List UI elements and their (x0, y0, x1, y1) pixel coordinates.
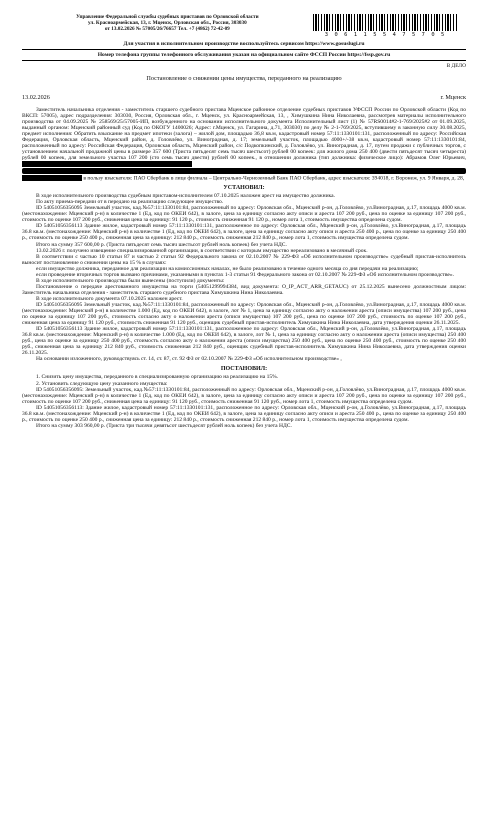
barcode-number: 3 0 6 1 1 5 5 4 7 5 7 0 5 (324, 32, 446, 38)
paragraph: В соответствии с частью 10 статьи 87 и частью 2 статьи 92 Федерального закона от 02.10.2007 № 229-ФЗ «Об исполнительном производстве» судебный пристав-исполнитель выносит постановление о снижении цены на 15 % в случаях: (22, 253, 466, 266)
intro-tail-paragraph (22, 175, 466, 181)
document-title: Постановление о снижении цены имущества, переданного на реализацию (146, 75, 342, 82)
paragraph: В ходе исполнительного производства судебным приставом-исполнителем 07.10.2025 наложен арест на имущество должника. (36, 193, 335, 200)
paragraph: ID 54051056356095 Земельный участок, кад.№57:11:1330101:84, расположенный по адресу: Орловская обл., Мценский р-он, д.Головлёво, ул.Виноградная, д.17, площадь 4000 кв.м. (местонахождение: Мценский р-н) в количестве 1.000 (Ед, код по ОКЕИ 642), в залоге, лот № 1, цена за единицу согласно акту о наложении ареста (описи имущества) 107 200 руб., цена по оценке за единицу 107 200 руб., стоимость согласно акту о наложении ареста (описи имущества) 107 200 руб., цена по оценке 107 200 руб., стоимость по оценке 107 200 руб., сниженная цена за единицу 91 120 руб., стоимость сниженная 91 120 руб., оценщик судебный пристав-исполнитель Химушкина Нина Николаевна, дата утверждения оценки 26.11.2025. (22, 301, 466, 327)
section-heading-postanovil: ПОСТАНОВИЛ: (220, 366, 268, 373)
org-name: Управление Федеральной службы судебных приставов по Орловской области (76, 14, 259, 20)
paragraph: ID 54051056356113: Здание жилое, кадастровый номер 57:11:1330101:131, расположенное по адресу: Орловская обл., Мценский р-он, д.Головлёво, ул.Виноградная, д.17, площадь 36.8 кв.м. (местонахождение: Мценский р-н) в количестве 1 (Ед, код по ОКЕИ 642), в залоге, цена за единицу согласно акту описи и ареста 250 400 р., цена по оценке за единицу 250 400 р., стоимость по оценке 250 400 р., сниженная цена за единицу: 212 840 р., стоимость сниженная 212 840 р., номер лота 1, стоимость имущества определена судом. (22, 404, 466, 423)
registration-line: от 13.02.2026 № 57005/26/76657 Тел. +7 (4862) 72-42-09 (104, 26, 230, 33)
paragraph: ID 54051056356095: Земельный участок, кад.№57:11:1330101:84, расположенный по адресу: Орловская обл., Мценский р-он, д.Головлёво, ул.Виноградная, д.17, площадь 4000 кв.м. (местонахождение: Мценский р-н) в количестве 1 (Ед, код по ОКЕИ 642), в залоге, цена за единицу согласно акту описи и ареста 107 200 руб., цена по оценке за единицу 107 200 руб., стоимость по оценке 107 200 руб., сниженная цена за единицу: 91 120 руб., стоимость сниженная 91 120 руб., номер лота 1, стоимость имущества определена судом. (22, 386, 466, 405)
document-body (22, 107, 466, 429)
redaction-bar (22, 168, 466, 174)
gosuslugi-notice: Для участия в исполнительном производстве воспользуйтесь сервисом https://www.gosuslugi.ru (123, 41, 365, 47)
paragraph: ID 54051056356113 Здание жилое, кадастровый номер 57:11:1330101:131, расположенное по адресу: Орловская обл., Мценский р-он, д.Головлёво, ул.Виноградная, д.17, площадь 36.8 кв.м. (местонахождение: Мценский р-н) в количестве 1 (Ед, код по ОКЕИ 642), в залоге, цена за единицу согласно акту описи и ареста 250 400 р., цена по оценке за единицу 250 400 р., стоимость по оценке 250 400 р., сниженная цена за единицу: 212 840 р., стоимость сниженная 212 840 р., номер лота 1, стоимость имущества определена судом. (22, 223, 466, 242)
paragraph: По акту приема-передачи от в передано на реализацию следующее имущество. (36, 199, 224, 206)
paragraph: если проведение вторичных торгов вызвано причинами, указанными в пунктах 1-3 статьи 91 Федерального закона от 02.10.2007 № 229-ФЗ «Об исполнительном производстве». (36, 271, 455, 278)
divider (22, 60, 466, 61)
org-address: ул. Красноармейская, 13, г. Мценск, Орловская обл., Россия, 303030 (87, 20, 247, 27)
paragraph: ID 54051056356113 Здание жилое, кадастровый номер 57:11:1330101:131, расположенное по адресу: Орловская обл., Мценский р-он, д.Головлёво, ул.Виноградная, д.17, площадь 36.8 кв.м. (местонахождение: Мценский р-н) в количестве 1.000 (Ед, код по ОКЕИ 642), в залоге, лот № 1, цена за единицу согласно акту о наложении ареста (описи имущества) 250 400 руб., цена по оценке за единицу 250 400 руб., стоимость согласно акту о наложении ареста (описи имущества) 250 400 руб., цена по оценке 250 400 руб., стоимость по оценке 250 400 руб., сниженная цена за единицу 212 840 руб., стоимость сниженная 212 840 руб., оценщик судебный пристав-исполнитель Химушкина Нина Николаевна, дата утверждения оценки 26.11.2025. (22, 326, 466, 357)
intro-paragraph (22, 107, 466, 168)
barcode-icon (313, 14, 458, 31)
document-date: 13.02.2026 (22, 94, 50, 101)
redaction-bar (22, 161, 192, 167)
section-heading-ustanovil: УСТАНОВИЛ: (223, 185, 265, 192)
paragraph: 13.02.2026 г. получено извещение специализированной организации, в соответствии с которым имущество нереализовано в месячный срок. (36, 247, 368, 254)
barcode-block (313, 14, 458, 38)
sender-block (22, 14, 313, 33)
paragraph: Итого на сумму 303 960,00 р. (Триста три тысячи девятьсот шестьдесят рублей ноль копеек) без учета НДС. (36, 422, 292, 429)
paragraph: Итого на сумму 357 600,00 р. (Триста пятьдесят семь тысяч шестьсот рублей ноль копеек) без учета НДС. (36, 241, 287, 248)
paragraph: Постановление о передаче арестованного имущества на торги (54051299994384, вид документа: O_IP_ACT_ARR_GETAUC) от 25.12.2025 вынесено должностным лицом: Заместитель начальника отделения - заместитель старшего судебного пристава Химушкина Нина Николаевна. (22, 283, 466, 296)
intro-tail-text: в пользу взыскателя: ПАО Сбербанк в лице филиала – Центрально-Черноземный Банк ПАО Сбербанк, адрес взыскателя: 394018, г. Воронеж, ул. 9 Января, д. 28, (83, 175, 465, 182)
paragraph: если имущество должника, переданное для реализации на комиссионных началах, не было реализовано в течение одного месяца со дня передачи на реализацию; (36, 265, 419, 272)
paragraph: 2. Установить следующую цену указанного имущества: (36, 380, 168, 387)
paragraph: ID 54051056356095 Земельный участок, кад.№57:11:1330101:84, расположенный по адресу: Орловская обл., Мценский р-он, д.Головлёво, ул.Виноградная, д.17, площадь 4000 кв.м. (местонахождение: Мценский р-н) в количестве 1 (Ед, код по ОКЕИ 642), в залоге, цена за единицу согласно акту описи и ареста 107 200 руб., цена по оценке за единицу 107 200 руб., стоимость по оценке 107 200 руб., сниженная цена за единицу: 91 120 р., стоимость сниженная 91 120 р., номер лота 1, стоимость имущества определена судом. (22, 205, 466, 224)
paragraph: В ходе исполнительного производства были вынесены (поступили) документы: (36, 277, 225, 284)
v-delo-stamp: В ДЕЛО (446, 63, 466, 69)
letterhead (22, 0, 466, 38)
intro-text: Заместитель начальника отделения - заместитель старшего судебного пристава Мценское районное отделение судебных приставов УФССП России по Орловской области (Код по ВКСП: 57005), адрес подразделения: 303030, Россия, Орловская обл., г. Мценск, ул. Красноармейская, 13, , Химушкина Нина Николаевна, рассмотрев материалы исполнительного производства от 04.09.2025 № 258569/25/57005-ИП, возбужденного на основании исполнительного документа Исполнительный лист (1) № 57RS0014#2-1-769/2025#2 от 01.09.2025, выданный органом: Мценский районный суд (Код по ОКОГУ 1400026; Адрес: г.Мценск, ул. Гагарина, д.71, 303030) по делу № 2-1-769/2025, вступившему в законную силу 30.08.2025, предмет исполнения: Обратить взыскание на предмет ипотеки (залога) – жилой дом, площадью 36,8 кв.м, кадастровый номер 57:11:1330101:131, расположенный по адресу: Российская Федерация, Орловская область, Мценский район, д. Головлёво, ул. Виноградная, д. 17; земельный участок, площадью 4000+/-38 кв.м, кадастровый номер 57:11:1330101:84, расположенный по адресу: Российская Федерация, Орловская область, Мценский район, с/с Подкопкинский, д. Головлёво, ул. Виноградная, д. 17, путем продажи с публичных торгов, с установлением начальной продажной цены в размере 357 600 (Триста пятьдесят семь тысяч шестьсот) рублей 00 копеек: для жилого дома 250 400 (двести пятьдесят тысяч четыреста) рублей 00 копеек, для земельного участка 107 200 (сто семь тысяч двести) рублей 00 копеек., в отношении должника (тип должника: физическое лицо): Абрамов Олег Юрьевич, (22, 107, 466, 162)
date-place-line (22, 94, 466, 101)
document-city: г. Мценск (440, 94, 466, 101)
divider (22, 49, 466, 50)
paragraph: В ходе исполнительного документа 07.10.2025 наложен арест. (36, 295, 183, 302)
paragraph: 1. Снизить цену имущества, переданного в специализированную организацию на реализацию на 15%. (36, 374, 279, 381)
paragraph: На основании изложенного, руководствуясь ст. 14, ст. 87, ст. 92 ФЗ от 02.10.2007 № 229-ФЗ «Об исполнительном производстве» , (36, 356, 342, 363)
redaction-bar (22, 175, 82, 181)
phone-notice: Номер телефона группы телефонного обслуживания указан на официальном сайте ФССП России https://fssp.gov.ru (97, 52, 391, 58)
